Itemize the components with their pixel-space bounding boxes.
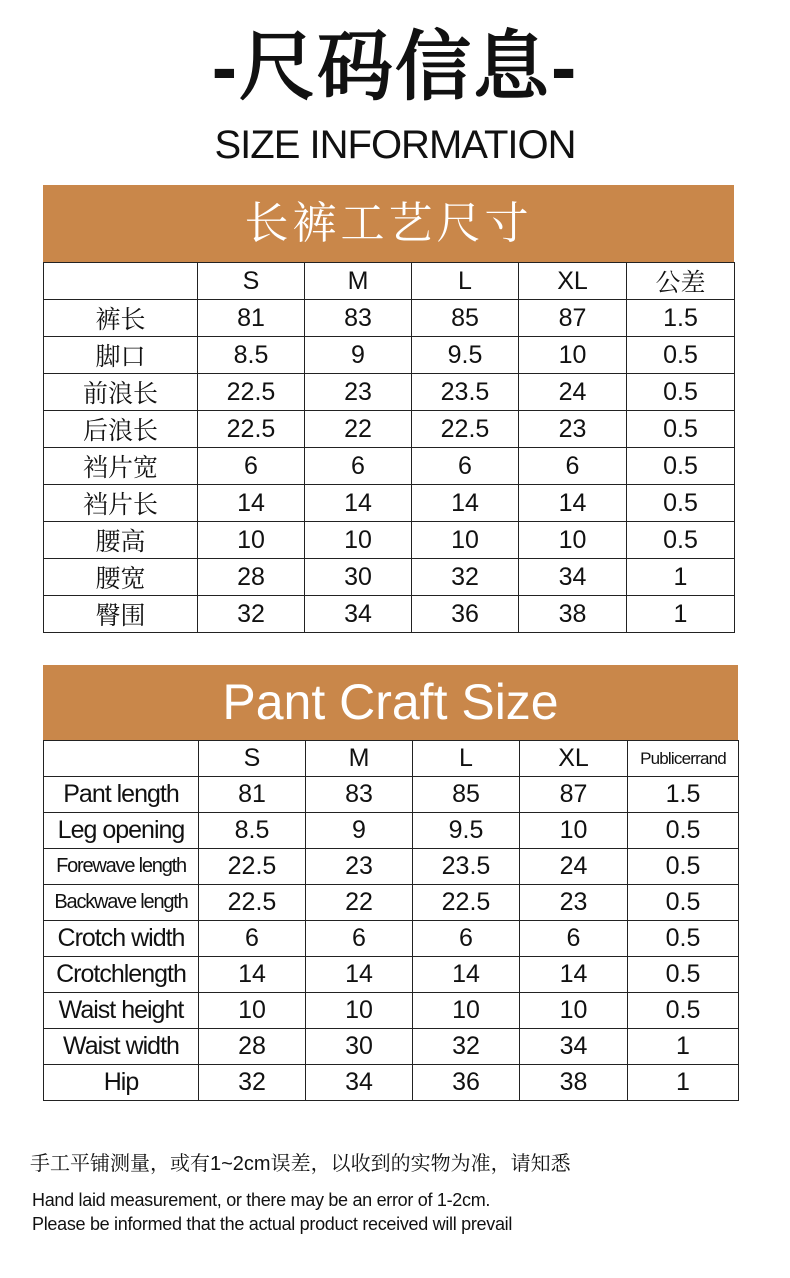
table-cell: 38 bbox=[520, 1065, 628, 1101]
column-header: M bbox=[306, 741, 413, 777]
row-label: 腰宽 bbox=[44, 559, 198, 596]
table-cell: 6 bbox=[199, 921, 306, 957]
table-cell: 22.5 bbox=[198, 411, 305, 448]
row-label: Leg opening bbox=[44, 813, 199, 849]
table-header-row bbox=[44, 741, 739, 777]
table-cell: 10 bbox=[306, 993, 413, 1029]
table-cell: 1.5 bbox=[628, 777, 739, 813]
table-cell: 22.5 bbox=[199, 849, 306, 885]
table-cell: 28 bbox=[198, 559, 305, 596]
row-label: Waist height bbox=[44, 993, 199, 1029]
table-cell: 0.5 bbox=[627, 337, 735, 374]
table-cell: 87 bbox=[519, 300, 627, 337]
table-cell: 85 bbox=[412, 300, 519, 337]
table-row bbox=[44, 374, 735, 411]
row-label: Forewave length bbox=[44, 849, 199, 885]
table-cell: 23.5 bbox=[412, 374, 519, 411]
table-row bbox=[44, 993, 739, 1029]
size-table-cn-body bbox=[44, 263, 735, 633]
table-cell: 22 bbox=[306, 885, 413, 921]
table-cell: 0.5 bbox=[627, 485, 735, 522]
table-row bbox=[44, 921, 739, 957]
table-cell: 9.5 bbox=[412, 337, 519, 374]
table-cell: 85 bbox=[413, 777, 520, 813]
table-cell: 0.5 bbox=[627, 374, 735, 411]
table-cell: 32 bbox=[413, 1029, 520, 1065]
table-row bbox=[44, 885, 739, 921]
table-cell: 23 bbox=[306, 849, 413, 885]
table-cell: 23 bbox=[520, 885, 628, 921]
size-table-en bbox=[43, 740, 739, 1101]
table-cell: 24 bbox=[519, 374, 627, 411]
table-cell: 1 bbox=[628, 1029, 739, 1065]
table-cell: 87 bbox=[520, 777, 628, 813]
table-cell: 34 bbox=[305, 596, 412, 633]
table-cell: 8.5 bbox=[199, 813, 306, 849]
size-table-en-section bbox=[43, 665, 738, 1101]
column-header: S bbox=[199, 741, 306, 777]
table-cell: 14 bbox=[198, 485, 305, 522]
column-header: S bbox=[198, 263, 305, 300]
column-header: L bbox=[412, 263, 519, 300]
table-cell: 22.5 bbox=[412, 411, 519, 448]
table-cell: 6 bbox=[413, 921, 520, 957]
table-cell: 0.5 bbox=[627, 448, 735, 485]
table-cell: 14 bbox=[199, 957, 306, 993]
row-label: 后浪长 bbox=[44, 411, 198, 448]
table-cell: 8.5 bbox=[198, 337, 305, 374]
table-cell: 1 bbox=[628, 1065, 739, 1101]
column-header: Publicerrand bbox=[628, 741, 739, 777]
table-row bbox=[44, 1065, 739, 1101]
table-cell: 0.5 bbox=[628, 813, 739, 849]
table-header-row bbox=[44, 263, 735, 300]
size-table-en-body bbox=[44, 741, 739, 1101]
table-row bbox=[44, 957, 739, 993]
table-cell: 14 bbox=[306, 957, 413, 993]
column-header: M bbox=[305, 263, 412, 300]
table-cell: 36 bbox=[413, 1065, 520, 1101]
table-cell: 10 bbox=[520, 813, 628, 849]
column-header: L bbox=[413, 741, 520, 777]
table-cell: 10 bbox=[519, 522, 627, 559]
row-label: 腰高 bbox=[44, 522, 198, 559]
table-cell: 0.5 bbox=[628, 885, 739, 921]
table-cell: 1 bbox=[627, 559, 735, 596]
table-cell: 0.5 bbox=[628, 921, 739, 957]
page-title: -尺码信息- bbox=[211, 25, 579, 110]
table-row bbox=[44, 1029, 739, 1065]
table-cell: 34 bbox=[306, 1065, 413, 1101]
row-label: 裆片长 bbox=[44, 485, 198, 522]
table-cell: 32 bbox=[198, 596, 305, 633]
size-table-cn-banner: 长裤工艺尺寸 bbox=[43, 185, 734, 262]
header-corner-cell bbox=[44, 741, 199, 777]
row-label: Crotchlength bbox=[44, 957, 199, 993]
table-cell: 23.5 bbox=[413, 849, 520, 885]
table-cell: 9.5 bbox=[413, 813, 520, 849]
table-cell: 0.5 bbox=[628, 957, 739, 993]
table-cell: 10 bbox=[199, 993, 306, 1029]
table-cell: 24 bbox=[520, 849, 628, 885]
table-cell: 6 bbox=[305, 448, 412, 485]
measurement-note-en-line1: Hand laid measurement, or there may be an error of 1-2cm. bbox=[32, 1190, 491, 1210]
measurement-note-cn: 手工平铺测量，或有1~2cm误差，以收到的实物为准，请知悉 bbox=[30, 1153, 571, 1175]
table-cell: 6 bbox=[519, 448, 627, 485]
table-cell: 1.5 bbox=[627, 300, 735, 337]
table-cell: 6 bbox=[412, 448, 519, 485]
table-cell: 23 bbox=[305, 374, 412, 411]
row-label: Crotch width bbox=[44, 921, 199, 957]
table-cell: 9 bbox=[306, 813, 413, 849]
table-cell: 22.5 bbox=[199, 885, 306, 921]
row-label: 臀围 bbox=[44, 596, 198, 633]
table-cell: 10 bbox=[520, 993, 628, 1029]
table-cell: 10 bbox=[305, 522, 412, 559]
table-cell: 0.5 bbox=[628, 849, 739, 885]
table-cell: 14 bbox=[413, 957, 520, 993]
table-row bbox=[44, 448, 735, 485]
table-cell: 10 bbox=[519, 337, 627, 374]
row-label: Backwave length bbox=[44, 885, 199, 921]
table-cell: 6 bbox=[198, 448, 305, 485]
table-row bbox=[44, 559, 735, 596]
table-row bbox=[44, 485, 735, 522]
table-cell: 81 bbox=[198, 300, 305, 337]
table-cell: 1 bbox=[627, 596, 735, 633]
table-row bbox=[44, 337, 735, 374]
size-table-cn-section bbox=[43, 185, 734, 633]
table-cell: 10 bbox=[198, 522, 305, 559]
table-cell: 22 bbox=[305, 411, 412, 448]
row-label: 裤长 bbox=[44, 300, 198, 337]
table-cell: 22.5 bbox=[413, 885, 520, 921]
table-cell: 36 bbox=[412, 596, 519, 633]
table-cell: 28 bbox=[199, 1029, 306, 1065]
table-cell: 32 bbox=[412, 559, 519, 596]
size-table-cn bbox=[43, 262, 735, 633]
row-label: 裆片宽 bbox=[44, 448, 198, 485]
table-cell: 23 bbox=[519, 411, 627, 448]
column-header: XL bbox=[519, 263, 627, 300]
table-cell: 14 bbox=[520, 957, 628, 993]
page-subtitle: SIZE INFORMATION bbox=[214, 123, 576, 167]
measurement-note-en-line2: Please be informed that the actual product received will prevail bbox=[32, 1214, 513, 1234]
table-cell: 32 bbox=[199, 1065, 306, 1101]
row-label: Pant length bbox=[44, 777, 199, 813]
column-header: 公差 bbox=[627, 263, 735, 300]
row-label: Waist width bbox=[44, 1029, 199, 1065]
table-cell: 0.5 bbox=[628, 993, 739, 1029]
table-cell: 38 bbox=[519, 596, 627, 633]
table-cell: 9 bbox=[305, 337, 412, 374]
table-cell: 14 bbox=[412, 485, 519, 522]
table-cell: 0.5 bbox=[627, 522, 735, 559]
measurement-note-en bbox=[32, 1188, 772, 1236]
table-cell: 83 bbox=[306, 777, 413, 813]
table-cell: 34 bbox=[520, 1029, 628, 1065]
table-cell: 10 bbox=[412, 522, 519, 559]
table-cell: 14 bbox=[305, 485, 412, 522]
row-label: 前浪长 bbox=[44, 374, 198, 411]
size-table-en-banner: Pant Craft Size bbox=[43, 665, 738, 740]
table-cell: 10 bbox=[413, 993, 520, 1029]
table-row bbox=[44, 411, 735, 448]
header-corner-cell bbox=[44, 263, 198, 300]
table-cell: 0.5 bbox=[627, 411, 735, 448]
column-header: XL bbox=[520, 741, 628, 777]
table-row bbox=[44, 522, 735, 559]
table-cell: 83 bbox=[305, 300, 412, 337]
table-cell: 6 bbox=[306, 921, 413, 957]
table-row bbox=[44, 813, 739, 849]
row-label: 脚口 bbox=[44, 337, 198, 374]
table-row bbox=[44, 849, 739, 885]
table-cell: 34 bbox=[519, 559, 627, 596]
table-row bbox=[44, 300, 735, 337]
table-cell: 22.5 bbox=[198, 374, 305, 411]
table-cell: 81 bbox=[199, 777, 306, 813]
row-label: Hip bbox=[44, 1065, 199, 1101]
table-cell: 14 bbox=[519, 485, 627, 522]
table-cell: 6 bbox=[520, 921, 628, 957]
table-cell: 30 bbox=[306, 1029, 413, 1065]
table-cell: 30 bbox=[305, 559, 412, 596]
table-row bbox=[44, 777, 739, 813]
table-row bbox=[44, 596, 735, 633]
